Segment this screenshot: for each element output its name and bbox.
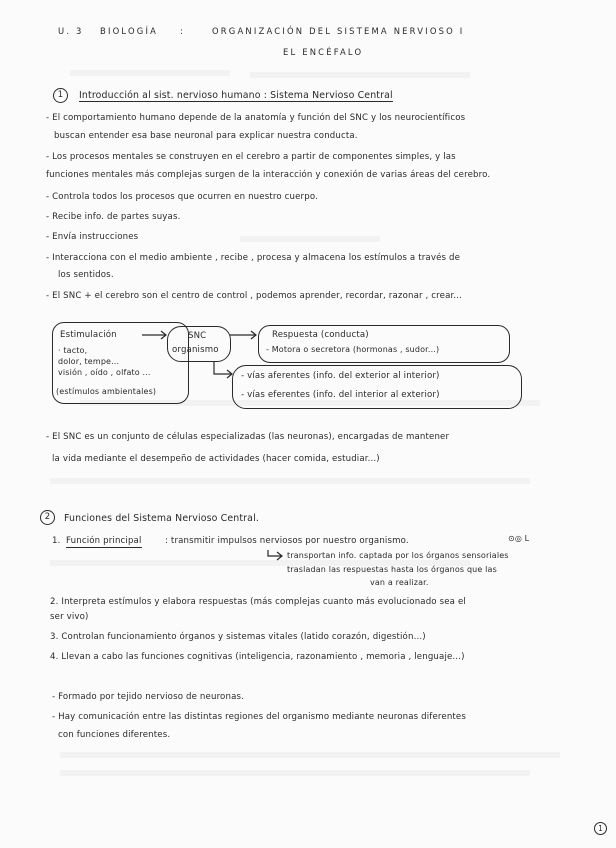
stimulus-item: dolor, tempe... (58, 357, 120, 366)
paragraph-line: - El SNC + el cerebro son el centro de control , podemos aprender, recordar, razonar , crear... (46, 291, 463, 301)
section-2-title: Funciones del Sistema Nervioso Central. (64, 513, 259, 524)
extra-line: - Formado por tejido nervioso de neuronas. (52, 692, 244, 702)
paragraph-line: - Controla todos los procesos que ocurren en nuestro cuerpo. (46, 192, 318, 202)
unit-label: U. 3 (58, 26, 84, 36)
snc-definition-line: - El SNC es un conjunto de células especializadas (las neuronas), encargadas de mantener (46, 432, 450, 442)
paragraph-line: funciones mentales más complejas surgen de la interacción y conexión de varias áreas del cerebro. (46, 170, 491, 180)
function-1-detail: van a realizar. (370, 578, 429, 587)
response-title: Respuesta (conducta) (272, 330, 369, 340)
subject-label: BIOLOGÍA (100, 26, 159, 36)
organism-label: organismo (172, 345, 219, 355)
stimulus-title: Estimulación (60, 330, 117, 340)
function-item: ser vivo) (50, 612, 89, 622)
paragraph-line: - Envía instrucciones (46, 232, 139, 242)
function-item: 4. Llevan a cabo las funciones cognitivas (inteligencia, razonamiento , memoria , lenguaje...) (50, 652, 465, 662)
header-colon: : (180, 26, 186, 36)
extra-line: con funciones diferentes. (58, 730, 171, 740)
function-1-number: 1. (52, 536, 61, 546)
snc-definition-line: la vida mediante el desempeño de actividades (hacer comida, estudiar...) (52, 454, 380, 464)
paragraph-line: los sentidos. (58, 270, 114, 280)
section-1-title: Introducción al sist. nervioso humano : Sistema Nervioso Central (79, 90, 393, 101)
function-1-detail: trasladan las respuestas hasta los órganos que las (287, 565, 497, 574)
function-item: 3. Controlan funcionamiento órganos y sistemas vitales (latido corazón, digestión...) (50, 632, 426, 642)
page-subtitle: EL ENCÉFALO (283, 47, 364, 57)
stimulus-item: · tacto, (58, 346, 88, 355)
afferent-pathway: - vías aferentes (info. del exterior al interior) (241, 371, 440, 381)
paragraph-line: - Interacciona con el medio ambiente , recibe , procesa y almacena los estímulos a través de (46, 253, 461, 263)
arrow-to-detail (268, 550, 282, 556)
paragraph-line: - El comportamiento humano depende de la anatomía y función del SNC y los neurocientíficos (46, 113, 466, 123)
section-2-number: 2 (40, 510, 55, 525)
paragraph-line: buscan entender esa base neuronal para explicar nuestra conducta. (54, 131, 358, 141)
section-1-number: 1 (53, 88, 68, 103)
page-title: ORGANIZACIÓN DEL SISTEMA NERVIOSO I (212, 26, 465, 36)
stimulus-note: (estímulos ambientales) (56, 387, 157, 396)
function-1-detail: transportan info. captada por los órganos sensoriales (287, 551, 509, 560)
paragraph-line: - Los procesos mentales se construyen en el cerebro a partir de componentes simples, y las (46, 152, 456, 162)
extra-line: - Hay comunicación entre las distintas regiones del organismo mediante neuronas diferentes (52, 712, 466, 722)
function-1-marks: ⊙◎ L (508, 534, 530, 543)
function-item: 2. Interpreta estímulos y elabora respuestas (más complejas cuanto más evolucionado sea el (50, 597, 466, 607)
function-1-text: : transmitir impulsos nerviosos por nuestro organismo. (165, 536, 409, 546)
snc-label: SNC (188, 331, 207, 341)
efferent-pathway: - vías eferentes (info. del interior al exterior) (241, 390, 440, 400)
paragraph-line: - Recibe info. de partes suyas. (46, 212, 181, 222)
function-1-label: Función principal (66, 536, 142, 546)
response-detail: - Motora o secretora (hormonas , sudor...) (266, 345, 440, 354)
page-number: 1 (594, 822, 607, 835)
stimulus-item: visión , oído , olfato ... (58, 368, 151, 377)
